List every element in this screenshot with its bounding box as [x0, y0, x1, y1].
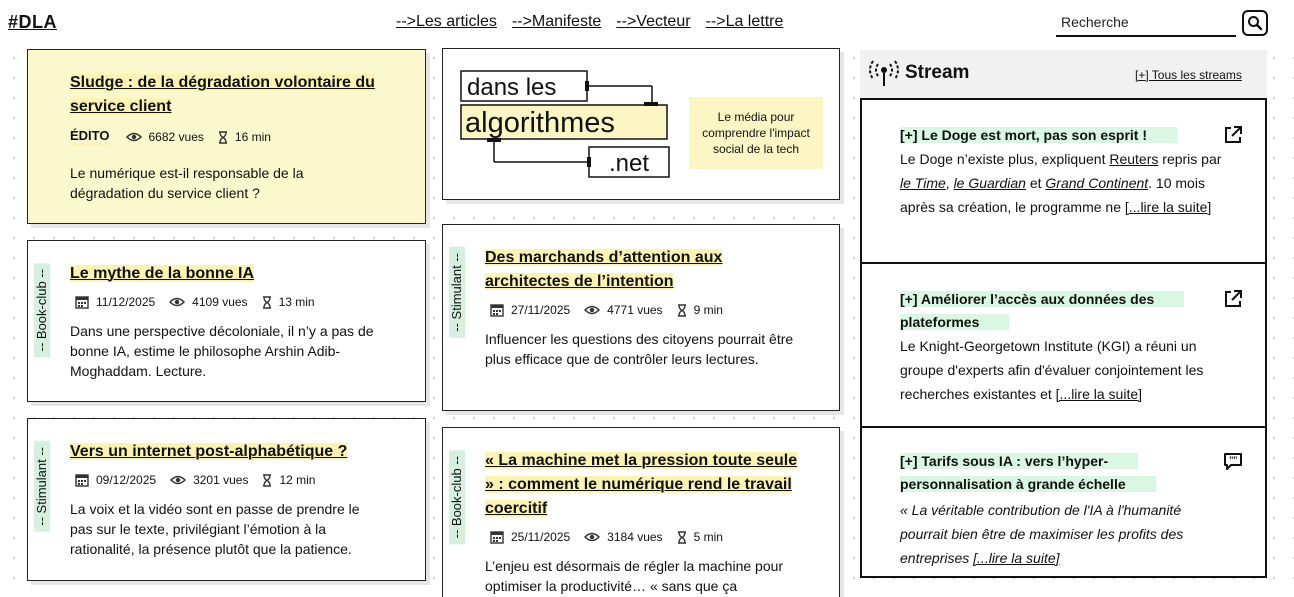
svg-text:algorithmes: algorithmes [465, 107, 615, 139]
read-duration: 16 min [234, 130, 271, 144]
stream-item[interactable] [862, 428, 1265, 576]
stream-title: Stream [905, 62, 970, 83]
stream-item-text: « La véritable contribution de l'IA à l'humanité pourrait bien être de maximiser les profits des entreprises [...lire la suite] [900, 502, 1184, 566]
quote-bubble-icon[interactable] [1223, 452, 1243, 472]
nav-vecteur[interactable]: -->Vecteur [616, 13, 691, 30]
view-count: 6682 vues [148, 130, 204, 144]
nav-lettre[interactable]: -->La lettre [705, 13, 784, 30]
article-meta [75, 473, 329, 487]
article-excerpt: Influencer les questions des citoyens pourrait être plus efficace que de contrôler leurs lectures. [485, 331, 794, 367]
eye-icon [126, 132, 142, 142]
article-date: 09/12/2025 [96, 473, 157, 487]
article-card[interactable] [442, 224, 840, 411]
hourglass-icon [262, 474, 272, 487]
article-card[interactable] [27, 418, 426, 581]
nav-articles[interactable]: -->Les articles [396, 13, 497, 30]
nav-manifeste[interactable]: -->Manifeste [511, 13, 602, 30]
category-label[interactable]: -- Book-club -- [449, 450, 465, 544]
stream-header [860, 50, 1267, 98]
stream-item[interactable] [862, 100, 1265, 264]
article-title[interactable]: Le mythe de la bonne IA [70, 265, 255, 282]
article-title[interactable]: Sludge : de la dégradation volontaire du service client [70, 74, 375, 115]
view-count: 4771 vues [607, 303, 663, 317]
article-excerpt: Le numérique est-il responsable de la dégradation du service client ? [70, 165, 304, 201]
article-date: 27/11/2025 [511, 303, 571, 317]
hourglass-icon [262, 296, 272, 309]
calendar-icon [490, 303, 504, 317]
eye-icon [170, 475, 186, 485]
article-meta [75, 295, 329, 309]
external-link-icon[interactable] [1223, 289, 1243, 309]
calendar-icon [75, 295, 89, 309]
search-button[interactable] [1242, 10, 1268, 36]
view-count: 3184 vues [607, 530, 663, 544]
brand-card [442, 48, 840, 200]
article-date: 25/11/2025 [511, 530, 571, 544]
edito-badge: ÉDITO [70, 128, 110, 146]
eye-icon [169, 297, 185, 307]
read-duration: 13 min [278, 295, 315, 309]
brand-tagline: Le média pour comprendre l'impact social de la tech [689, 97, 823, 169]
article-card[interactable] [442, 427, 840, 597]
article-meta [490, 530, 737, 544]
article-title[interactable]: Vers un internet post-alphabétique ? [70, 443, 348, 460]
category-label[interactable]: -- Stimulant -- [34, 441, 50, 532]
article-card[interactable] [27, 240, 426, 402]
article-title[interactable]: « La machine met la pression toute seule » : comment le numérique rend le travail coercitif [485, 452, 798, 517]
broadcast-icon [868, 60, 900, 88]
calendar-icon [75, 473, 89, 487]
external-link-icon[interactable] [1223, 125, 1243, 145]
search-icon [1247, 15, 1263, 31]
view-count: 3201 vues [193, 473, 249, 487]
stream-item-title[interactable]: [+] Améliorer l’accès aux données des plateformes [900, 288, 1200, 334]
site-header [0, 0, 1294, 46]
stream-item[interactable] [862, 264, 1265, 428]
read-duration: 5 min [693, 530, 723, 544]
article-title[interactable]: Des marchands d’attention aux architectes de l’intention [485, 249, 723, 290]
article-excerpt: L’enjeu est désormais de régler la machine pour optimiser la productivité… « sans que ça [485, 558, 784, 594]
read-duration: 12 min [279, 473, 316, 487]
eye-icon [584, 532, 600, 542]
main-nav [396, 13, 783, 31]
article-excerpt: Dans une perspective décoloniale, il n’y a pas de bonne IA, estime le philosophe Arshin Adib-Moghaddam. Lecture. [70, 323, 374, 379]
featured-article-card[interactable] [27, 49, 426, 224]
article-date: 11/12/2025 [96, 295, 156, 309]
site-logo[interactable]: #DLA [8, 12, 58, 32]
read-duration: 9 min [693, 303, 723, 317]
calendar-icon [490, 530, 504, 544]
svg-text:dans les: dans les [467, 74, 557, 101]
stream-list [860, 98, 1267, 578]
category-label[interactable]: -- Book-club -- [34, 263, 50, 357]
stream-item-title[interactable]: [+] Tarifs sous IA : vers l’hyper-personnalisation à grande échelle [900, 450, 1190, 496]
svg-text:”: ” [1233, 455, 1238, 465]
article-excerpt: La voix et la vidéo sont en passe de prendre le pas sur le texte, privilégiant l’émotion à la rationalité, la présence plutôt que la patience. [70, 501, 360, 557]
search-input[interactable] [1056, 9, 1236, 37]
svg-text:.net: .net [609, 150, 650, 177]
article-meta [490, 303, 737, 317]
svg-text:”: ” [1229, 455, 1234, 465]
hourglass-icon [218, 131, 228, 144]
stream-item-title[interactable]: [+] Le Doge est mort, pas son esprit ! [900, 124, 1212, 147]
article-meta [70, 128, 285, 146]
stream-item-text: Le Knight-Georgetown Institute (KGI) a réuni un groupe d'experts afin d'évaluer conjointement les recherches existantes et [...lire la suite] [900, 338, 1204, 402]
dla-logo[interactable] [459, 67, 679, 187]
category-label[interactable]: -- Stimulant -- [449, 247, 465, 338]
all-streams-link[interactable]: [+] Tous les streams [1135, 68, 1242, 82]
hourglass-icon [677, 304, 687, 317]
eye-icon [584, 305, 600, 315]
stream-item-text: Le Doge n’existe plus, expliquent Reuters repris par le Time, le Guardian et Grand Continent. 10 mois après sa création, le programme ne [...lire la suite] [900, 151, 1222, 215]
view-count: 4109 vues [192, 295, 248, 309]
hourglass-icon [677, 531, 687, 544]
